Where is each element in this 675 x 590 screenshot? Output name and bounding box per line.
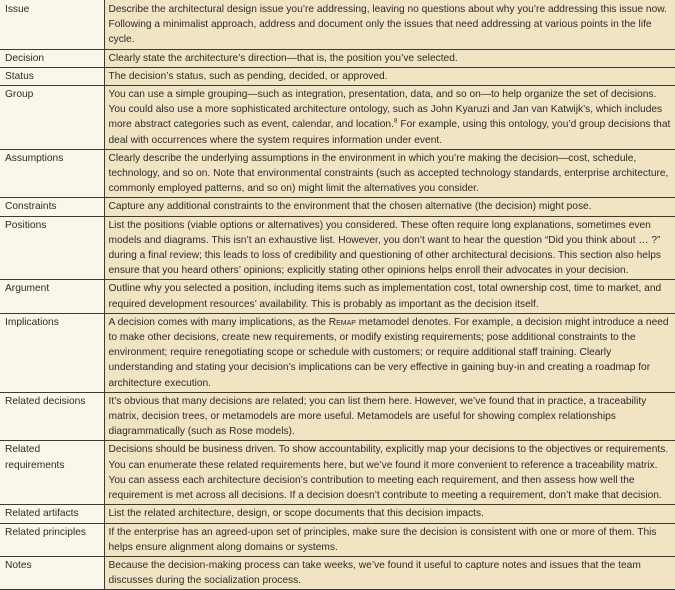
- table-row: [0, 523, 675, 556]
- citation-superscript: 8: [393, 118, 398, 126]
- row-term: Issue: [0, 0, 104, 49]
- row-description: Outline why you selected a position, including items such as implementation cost, total ownership cost, time to market, and required development resources’ availability. This is probably as important as the decision itself.: [104, 280, 675, 313]
- row-description: Clearly describe the underlying assumptions in the environment in which you’re making the decision—cost, schedule, technology, and so on. Note that environmental constraints (such as accepted technology standards, enterprise architecture, commonly employed patterns, and so on) might limit the alternatives you consider.: [104, 149, 675, 198]
- row-description: It’s obvious that many decisions are related; you can list them here. However, we’ve found that in practice, a traceability matrix, decision trees, or metamodels are more useful. Metamodels are useful for showing complex relationships diagrammatically (such as Rose models).: [104, 392, 675, 441]
- row-description: The decision’s status, such as pending, decided, or approved.: [104, 67, 675, 85]
- table-row: [0, 198, 675, 216]
- row-term: Related requirements: [0, 441, 104, 505]
- row-term: Argument: [0, 280, 104, 313]
- row-description: Capture any additional constraints to the environment that the chosen alternative (the decision) might pose.: [104, 198, 675, 216]
- table-row: [0, 505, 675, 523]
- row-term: Decision: [0, 49, 104, 67]
- table-row: [0, 86, 675, 150]
- row-description: [104, 313, 675, 392]
- table-row: [0, 441, 675, 505]
- table-row: [0, 556, 675, 589]
- row-description: If the enterprise has an agreed-upon set of principles, make sure the decision is consistent with one or more of them. This helps ensure alignment along domains or systems.: [104, 523, 675, 556]
- row-term: Implications: [0, 313, 104, 392]
- row-term: Status: [0, 67, 104, 85]
- row-term: Notes: [0, 556, 104, 589]
- table-row: [0, 0, 675, 49]
- table-row: [0, 313, 675, 392]
- table-row: [0, 67, 675, 85]
- desc-text: You can use a simple grouping—such as integration, presentation, data, and so on—to help organize the set of decisions. You could also use a more sophisticated architecture ontology, such as John Kyaruzi and Jan van Katwijk’s, which includes more abstract categories such as event, calendar, and location.: [108, 89, 663, 131]
- row-description: List the related architecture, design, or scope documents that this decision impacts.: [104, 505, 675, 523]
- table-row: [0, 49, 675, 67]
- row-description: [104, 86, 675, 150]
- row-description: Because the decision-making process can take weeks, we’ve found it useful to capture notes and issues that the team discusses during the socialization process.: [104, 556, 675, 589]
- table-row: [0, 280, 675, 313]
- row-term: Assumptions: [0, 149, 104, 198]
- desc-text: For example, using this ontology, you’d group decisions that deal with occurrences where the system requires information under event.: [108, 119, 671, 146]
- row-term: Related decisions: [0, 392, 104, 441]
- table-row: [0, 392, 675, 441]
- row-term: Related principles: [0, 523, 104, 556]
- table-row: [0, 149, 675, 198]
- row-description: Decisions should be business driven. To show accountability, explicitly map your decisions to the objectives or requirements. You can enumerate these related requirements here, but we’ve found it more convenient to reference a traceability matrix. You can assess each architecture decision’s contribution to meeting each requirement, and then assess how well the requirement is met across all decisions. If a decision doesn’t contribute to meeting a requirement, don’t make that decision.: [104, 441, 675, 505]
- row-description: Clearly state the architecture’s direction—that is, the position you’ve selected.: [104, 49, 675, 67]
- row-description: Describe the architectural design issue you’re addressing, leaving no questions about why you’re addressing this issue now. Following a minimalist approach, address and document only the issues that need addressing at various points in the life cycle.: [104, 0, 675, 49]
- table-row: [0, 216, 675, 280]
- desc-text: A decision comes with many implications, as the: [108, 316, 329, 328]
- row-term: Related artifacts: [0, 505, 104, 523]
- row-term: Constraints: [0, 198, 104, 216]
- row-term: Positions: [0, 216, 104, 280]
- remap-name: Remap: [328, 316, 356, 328]
- row-term: Group: [0, 86, 104, 150]
- row-description: List the positions (viable options or alternatives) you considered. These often require long explanations, sometimes even models and diagrams. This isn’t an exhaustive list. However, you don’t want to hear the question “Did you think about … ?” during a final review; this leads to loss of credibility and questioning of other architectural decisions. This section also helps ensure that you heard others’ opinions; explicitly stating other opinions helps enroll their advocates in your decision.: [104, 216, 675, 280]
- desc-text: metamodel denotes. For example, a decision might introduce a need to make other decisions, create new requirements, or modify existing requirements; pose additional constraints to the environment; require renegotiating scope or schedule with customers; or require additional staff training. Clearly understanding and stating your decision’s implications can be very effective in gaining buy-in and creating a roadmap for architecture execution.: [108, 316, 669, 389]
